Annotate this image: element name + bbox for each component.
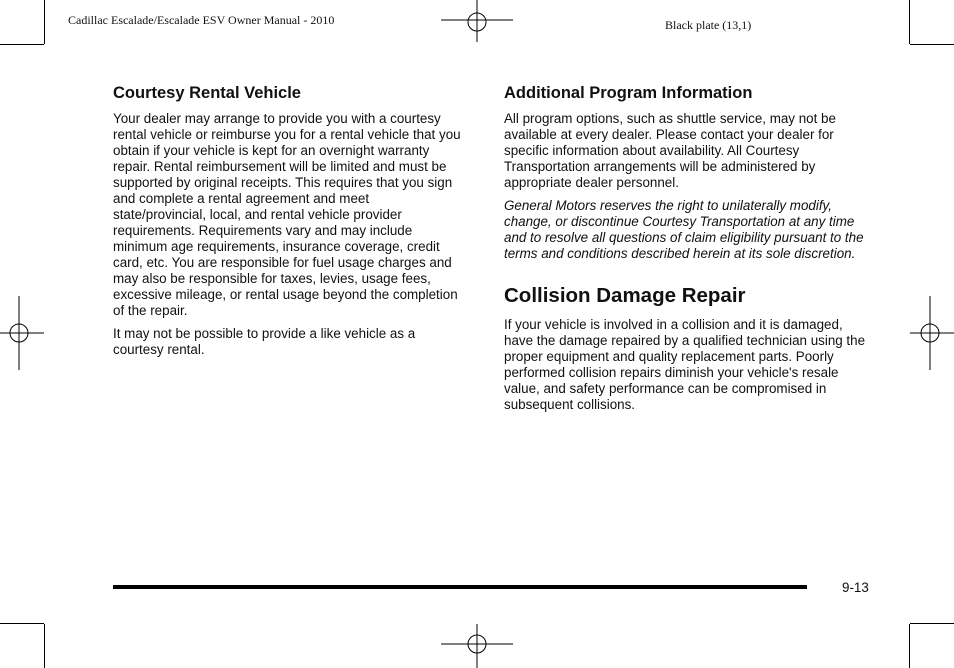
collision-damage-heading: Collision Damage Repair: [504, 284, 746, 307]
left-column: [113, 84, 465, 365]
crop-mark: [909, 624, 910, 668]
courtesy-rental-heading: Courtesy Rental Vehicle: [113, 84, 301, 102]
like-vehicle-paragraph: It may not be possible to provide a like vehicle as a courtesy rental.: [113, 326, 416, 357]
registration-mark-right: [910, 296, 954, 370]
crop-mark: [44, 0, 45, 44]
collision-repair-paragraph: If your vehicle is involved in a collision and it is damaged, have the damage repaired by a qualified technician using the proper equipment and quality replacement parts. Poorly performed collision repairs diminish your vehicle's resale value, and safety performance can be compromised in subsequent collisions.: [504, 317, 866, 412]
crop-mark: [910, 44, 954, 45]
crop-mark: [44, 624, 45, 668]
crop-mark: [0, 623, 44, 624]
crop-mark: [0, 44, 44, 45]
footer-rule: [113, 585, 807, 589]
right-column: [504, 84, 866, 420]
additional-program-heading: Additional Program Information: [504, 84, 753, 102]
registration-mark-left: [0, 296, 44, 370]
crop-mark: [909, 0, 910, 44]
document-title: Cadillac Escalade/Escalade ESV Owner Manual - 2010: [68, 13, 335, 27]
gm-reservation-paragraph: General Motors reserves the right to unilaterally modify, change, or discontinue Courtesy Transportation at any time and to resolve all questions of claim eligibility pursuant to the terms and conditions described herein at its sole discretion.: [504, 198, 864, 261]
page-number: 9-13: [842, 580, 869, 595]
registration-mark-bottom: [441, 624, 513, 668]
courtesy-rental-paragraph: Your dealer may arrange to provide you with a courtesy rental vehicle or reimburse you for a rental vehicle that you obtain if your vehicle is kept for an overnight warranty repair. Rental reimbursement will be limited and must be supported by original receipts. This requires that you sign and complete a rental agreement and meet state/provincial, local, and rental vehicle provider requirements. Requirements vary and may include minimum age requirements, insurance coverage, credit card, etc. You are responsible for fuel usage charges and may also be responsible for taxes, levies, usage fees, excessive mileage, or rental usage beyond the completion of the repair.: [113, 111, 461, 318]
program-options-paragraph: All program options, such as shuttle service, may not be available at every dealer. Please contact your dealer for specific information about availability. All Courtesy Transportation arrangements will be administered by appropriate dealer personnel.: [504, 111, 836, 190]
crop-mark: [910, 623, 954, 624]
registration-mark-top: [441, 0, 513, 46]
plate-label: Black plate (13,1): [665, 18, 752, 32]
